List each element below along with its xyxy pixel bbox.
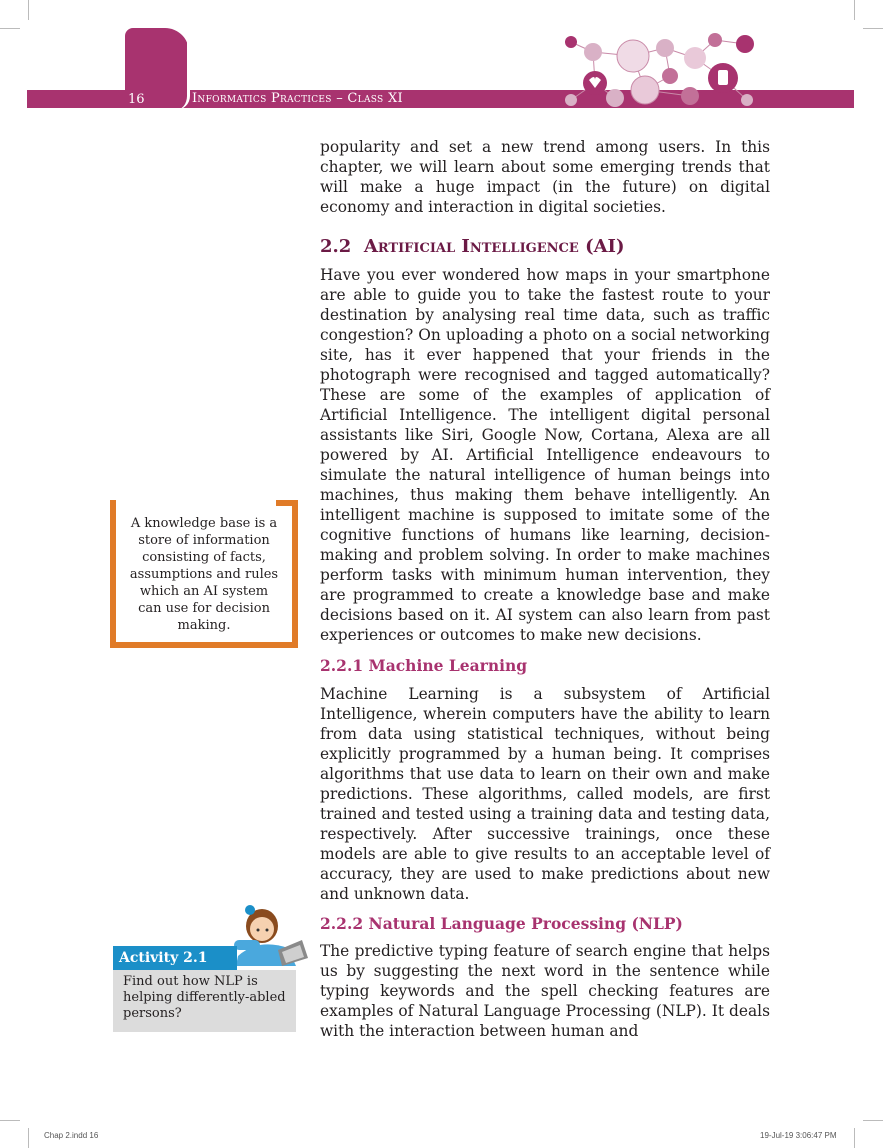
section-2-2-body	[320, 265, 770, 645]
side-note-frame-gap	[116, 500, 276, 506]
section-heading-2-2	[320, 236, 625, 257]
crop-mark	[863, 1120, 883, 1121]
crop-mark	[854, 0, 855, 20]
ml-paragraph: Machine Learning is a subsystem of Artificial Intelligence, wherein computers have the ability to learn from data using statistical techniques, without being explicitly programmed by a human being. It comprises algorithms that use data to learn on their own and make predictions. These algorithms, called models, are first trained and tested using a training data and testing data, respectively. After successive trainings, once these models are able to give results to an acceptable level of accuracy, they are used to make predictions about new and unknown data.	[320, 685, 770, 903]
running-head: Informatics Practices – Class XI	[192, 91, 403, 106]
subsection-heading-machine-learning: 2.2.1 Machine Learning	[320, 656, 528, 675]
section-2-2-1-body	[320, 684, 770, 904]
footer-timestamp: 19-Jul-19 3:06:47 PM	[760, 1131, 837, 1140]
section-2-2-2-body	[320, 941, 770, 1041]
footer-file-info: Chap 2.indd 16	[44, 1131, 99, 1140]
activity-title: Activity 2.1	[113, 946, 237, 970]
side-note-text: A knowledge base is a store of information consisting of facts, assumptions and rules which an AI system can use for decision making.	[129, 516, 279, 633]
crop-mark	[863, 28, 883, 29]
activity-text: Find out how NLP is helping differently-abled persons?	[113, 970, 296, 1032]
intro-block	[320, 137, 770, 217]
ai-paragraph: Have you ever wondered how maps in your smartphone are able to guide you to take the fastest route to your destination by analysing real time data, such as traffic congestion? On uploading a photo on a social networking site, has it ever happened that your friends in the photograph were recognised and tagged automatically? These are some of the examples of application of Artificial Intelligence. The intelligent digital personal assistants like Siri, Google Now, Cortana, Alexa are all powered by AI. Artificial Intelligence endeavours to simulate the natural intelligence of human beings into machines, thus making them behave intelligently. An intelligent machine is supposed to imitate some of the cognitive functions of humans like learning, decision-making and problem solving. In order to make machines perform tasks with minimum human intervention, they are programmed to create a knowledge base and make decisions based on it. AI system can also learn from past experiences or outcomes to make new decisions.	[320, 266, 770, 644]
intro-paragraph: popularity and set a new trend among users. In this chapter, we will learn about some emerging trends that will make a huge impact (in the future) on digital economy and interaction in digital societies.	[320, 138, 770, 216]
crop-mark	[28, 0, 29, 20]
crop-mark	[28, 1128, 29, 1148]
tab-curve	[175, 28, 190, 110]
social-network-icon-cluster	[555, 28, 770, 110]
subsection-heading-nlp: 2.2.2 Natural Language Processing (NLP)	[320, 914, 683, 933]
nlp-paragraph: The predictive typing feature of search engine that helps us by suggesting the next word in the sentence while typing keywords and the spell checking features are examples of Natural Language Processing (NLP). It deals with the interaction between human and	[320, 942, 770, 1040]
crop-mark	[0, 28, 20, 29]
section-title: Artificial Intelligence (AI)	[363, 236, 625, 257]
page-number: 16	[128, 92, 145, 107]
section-number: 2.2	[320, 236, 352, 257]
crop-mark	[854, 1128, 855, 1148]
crop-mark	[0, 1120, 20, 1121]
